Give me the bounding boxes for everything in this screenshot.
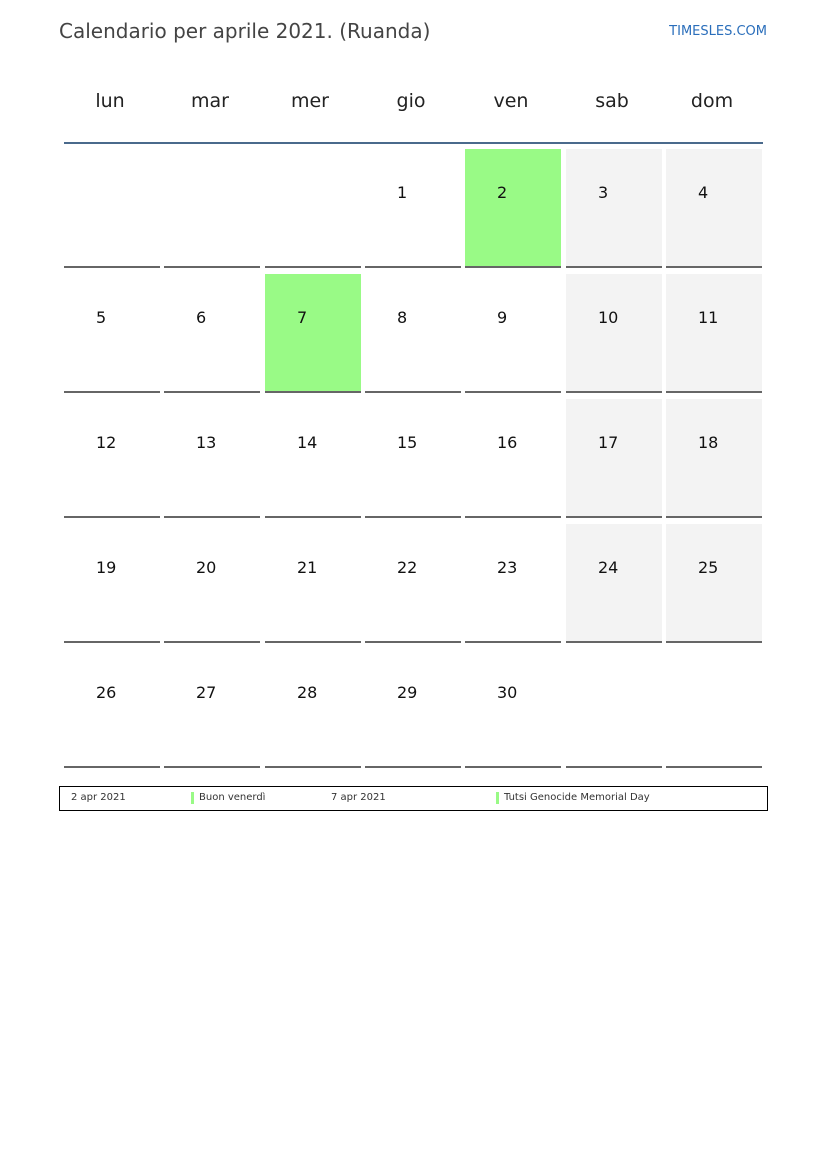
header-divider [64,142,763,144]
day-cell-11[interactable] [666,274,762,393]
day-cell-3[interactable] [566,149,662,268]
day-number: 28 [297,683,318,702]
day-number: 23 [497,558,518,577]
day-cell-20[interactable] [164,524,260,643]
day-cell-12[interactable] [64,399,160,518]
day-number: 21 [297,558,318,577]
legend-date-2: 7 apr 2021 [331,792,386,803]
day-cell-1[interactable] [365,149,461,268]
day-number: 5 [96,308,107,327]
day-cell-29[interactable] [365,649,461,768]
legend-swatch-1 [191,792,194,804]
legend-holiday-2: Tutsi Genocide Memorial Day [504,792,650,803]
empty-cell-mon [64,149,160,268]
site-link[interactable]: TIMESLES.COM [669,24,767,39]
day-cell-10[interactable] [566,274,662,393]
day-cell-24[interactable] [566,524,662,643]
day-number: 4 [698,183,709,202]
day-number: 13 [196,433,217,452]
holiday-legend [59,786,768,811]
day-cell-27[interactable] [164,649,260,768]
day-number: 14 [297,433,318,452]
empty-cell-wed [265,149,361,268]
legend-swatch-2 [496,792,499,804]
day-number: 27 [196,683,217,702]
day-cell-14[interactable] [265,399,361,518]
weekday-sun: dom [690,90,734,112]
day-number: 11 [698,308,719,327]
day-number: 12 [96,433,117,452]
day-number: 22 [397,558,418,577]
day-number: 30 [497,683,518,702]
weekday-mon: lun [95,90,125,112]
day-cell-4[interactable] [666,149,762,268]
day-cell-28[interactable] [265,649,361,768]
day-cell-8[interactable] [365,274,461,393]
day-cell-22[interactable] [365,524,461,643]
legend-holiday-1: Buon venerdì [199,792,266,803]
day-cell-7[interactable] [265,274,361,393]
day-cell-6[interactable] [164,274,260,393]
day-cell-26[interactable] [64,649,160,768]
day-number: 6 [196,308,207,327]
weekday-wed: mer [290,90,329,112]
day-number: 16 [497,433,518,452]
weekday-sat: sab [595,90,629,112]
day-number: 10 [598,308,619,327]
day-number: 3 [598,183,609,202]
day-number: 20 [196,558,217,577]
legend-date-1: 2 apr 2021 [71,792,126,803]
day-number: 9 [497,308,508,327]
day-cell-18[interactable] [666,399,762,518]
day-number: 25 [698,558,719,577]
day-cell-25[interactable] [666,524,762,643]
day-cell-16[interactable] [465,399,561,518]
day-number: 15 [397,433,418,452]
weekday-fri: ven [493,90,529,112]
day-number: 29 [397,683,418,702]
page-title: Calendario per aprile 2021. (Ruanda) [59,19,431,43]
day-cell-5[interactable] [64,274,160,393]
day-number: 1 [397,183,408,202]
day-number: 26 [96,683,117,702]
day-number: 2 [497,183,508,202]
day-number: 17 [598,433,619,452]
day-number: 24 [598,558,619,577]
day-cell-9[interactable] [465,274,561,393]
weekday-header-row [62,90,765,118]
day-cell-21[interactable] [265,524,361,643]
empty-cell-sat [566,649,662,768]
day-cell-30[interactable] [465,649,561,768]
day-cell-23[interactable] [465,524,561,643]
day-cell-17[interactable] [566,399,662,518]
weekday-tue: mar [191,90,229,112]
empty-cell-tue [164,149,260,268]
day-number: 18 [698,433,719,452]
empty-cell-sun [666,649,762,768]
day-number: 8 [397,308,408,327]
weekday-thu: gio [396,90,426,112]
day-number: 19 [96,558,117,577]
day-cell-15[interactable] [365,399,461,518]
day-number: 7 [297,308,308,327]
day-cell-13[interactable] [164,399,260,518]
day-cell-19[interactable] [64,524,160,643]
day-cell-2[interactable] [465,149,561,268]
